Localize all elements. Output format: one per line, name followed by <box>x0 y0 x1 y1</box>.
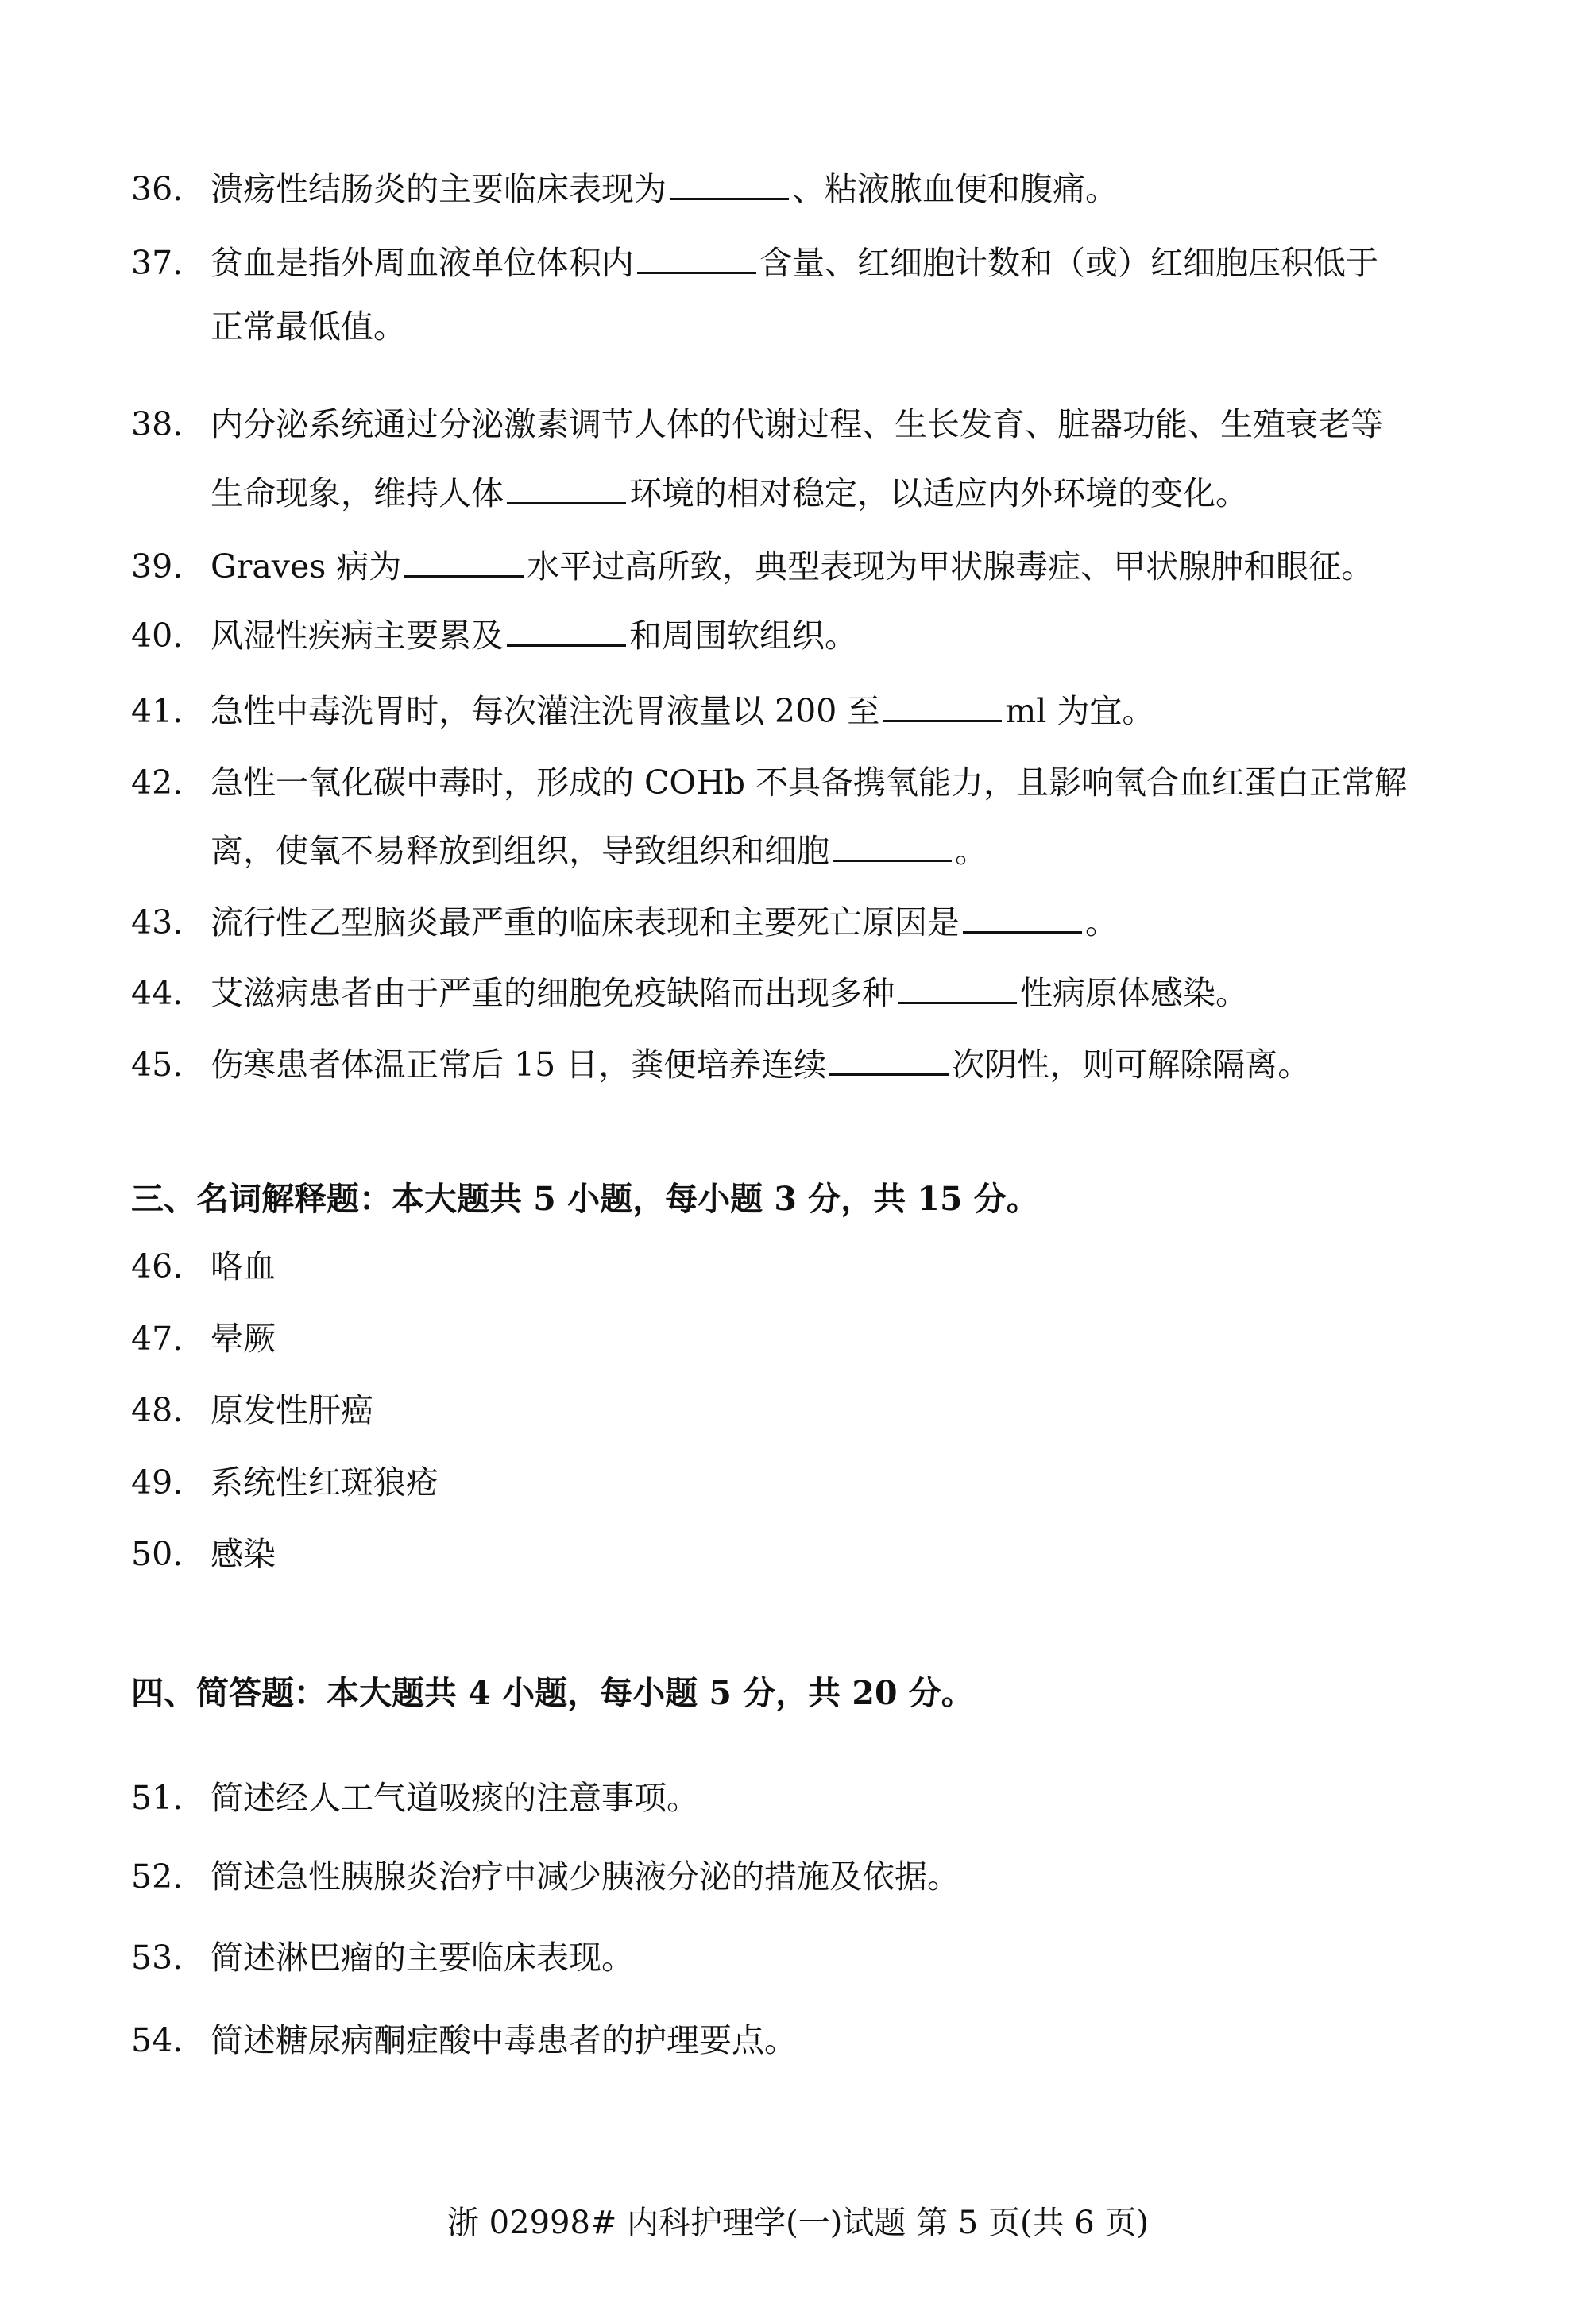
question-text: 。 <box>1085 903 1118 941</box>
answer-blank <box>833 856 952 862</box>
question-text: 艾滋病患者由于严重的细胞免疫缺陷而出现多种 <box>211 974 895 1012</box>
section-heading-3: 三、名词解释题：本大题共 5 小题，每小题 3 分，共 15 分。 <box>131 1180 1039 1218</box>
question-number: 37. <box>131 244 184 282</box>
question-text: 晕厥 <box>211 1320 276 1358</box>
question-38-continued <box>211 471 1577 516</box>
question-text: Graves 病为 <box>211 547 402 586</box>
question-53 <box>131 1935 1497 1980</box>
question-43 <box>131 900 1497 945</box>
question-41 <box>131 689 1497 733</box>
answer-blank <box>507 641 626 647</box>
answer-blank <box>829 1070 949 1076</box>
question-text: 咯血 <box>211 1247 276 1285</box>
question-54 <box>131 2018 1497 2062</box>
question-text: 原发性肝癌 <box>211 1391 373 1429</box>
question-46 <box>131 1244 1497 1289</box>
question-number: 42. <box>131 763 184 802</box>
question-number: 52. <box>131 1858 184 1896</box>
question-text: 系统性红斑狼疮 <box>211 1463 439 1502</box>
question-text: 简述急性胰腺炎治疗中减少胰液分泌的措施及依据。 <box>211 1858 960 1896</box>
answer-blank <box>404 572 524 578</box>
question-text: 简述经人工气道吸痰的注意事项。 <box>211 1779 699 1817</box>
question-text: 含量、红细胞计数和（或）红细胞压积低于 <box>759 244 1378 282</box>
question-number: 44. <box>131 974 184 1012</box>
question-text: 贫血是指外周血液单位体积内 <box>211 244 634 282</box>
question-text: 次阴性，则可解除隔离。 <box>952 1046 1311 1084</box>
question-number: 43. <box>131 903 184 941</box>
section-heading-4: 四、简答题：本大题共 4 小题，每小题 5 分，共 20 分。 <box>131 1674 974 1712</box>
question-number: 51. <box>131 1779 184 1817</box>
question-text: 、粘液脓血便和腹痛。 <box>792 170 1118 208</box>
question-37-continued <box>211 304 1577 349</box>
question-text: 水平过高所致，典型表现为甲状腺毒症、甲状腺肿和眼征。 <box>527 547 1374 586</box>
question-text: 简述淋巴瘤的主要临床表现。 <box>211 1939 634 1977</box>
question-52 <box>131 1854 1497 1899</box>
answer-blank <box>637 269 756 274</box>
question-42-continued <box>211 829 1577 873</box>
question-text: 生命现象，维持人体 <box>211 474 504 512</box>
question-number: 54. <box>131 2021 184 2059</box>
question-text: 性病原体感染。 <box>1020 974 1248 1012</box>
question-49 <box>131 1460 1497 1505</box>
question-50 <box>131 1532 1497 1576</box>
question-42 <box>131 760 1497 805</box>
question-45 <box>131 1042 1497 1087</box>
question-number: 38. <box>131 405 184 443</box>
question-text: 急性中毒洗胃时，每次灌注洗胃液量以 200 至 <box>211 692 880 730</box>
question-text: 内分泌系统通过分泌激素调节人体的代谢过程、生长发育、脏器功能、生殖衰老等 <box>211 405 1383 443</box>
question-text: 离，使氧不易释放到组织，导致组织和细胞 <box>211 832 829 870</box>
question-number: 50. <box>131 1535 184 1573</box>
answer-blank <box>507 499 626 504</box>
question-47 <box>131 1316 1497 1361</box>
question-number: 36. <box>131 170 184 208</box>
question-text: 急性一氧化碳中毒时，形成的 COHb 不具备携氧能力，且影响氧合血红蛋白正常解 <box>211 763 1408 802</box>
question-38 <box>131 402 1497 446</box>
question-40 <box>131 613 1497 658</box>
question-number: 48. <box>131 1391 184 1429</box>
answer-blank <box>883 717 1002 722</box>
question-37 <box>131 241 1497 285</box>
question-number: 46. <box>131 1247 184 1285</box>
question-36 <box>131 167 1497 211</box>
question-text: 。 <box>955 832 987 870</box>
answer-blank <box>963 928 1082 934</box>
question-text: 溃疡性结肠炎的主要临床表现为 <box>211 170 667 208</box>
question-number: 41. <box>131 692 184 730</box>
question-text: 环境的相对稳定，以适应内外环境的变化。 <box>629 474 1248 512</box>
question-39 <box>131 544 1497 589</box>
answer-blank <box>898 999 1017 1004</box>
question-text: 风湿性疾病主要累及 <box>211 617 504 655</box>
question-51 <box>131 1776 1497 1820</box>
question-number: 53. <box>131 1939 184 1977</box>
question-text: 流行性乙型脑炎最严重的临床表现和主要死亡原因是 <box>211 903 960 941</box>
question-number: 39. <box>131 547 184 586</box>
question-number: 47. <box>131 1320 184 1358</box>
question-text: 和周围软组织。 <box>629 617 857 655</box>
question-number: 45. <box>131 1046 184 1084</box>
question-text: 正常最低值。 <box>211 307 406 346</box>
question-text: 感染 <box>211 1535 276 1573</box>
question-44 <box>131 971 1497 1015</box>
answer-blank <box>670 195 789 200</box>
question-text: ml 为宜。 <box>1005 692 1155 730</box>
question-text: 伤寒患者体温正常后 15 日，粪便培养连续 <box>211 1046 827 1084</box>
page-footer: 浙 02998# 内科护理学(一)试题 第 5 页(共 6 页) <box>446 2205 1150 2241</box>
question-number: 49. <box>131 1463 184 1502</box>
question-number: 40. <box>131 617 184 655</box>
question-48 <box>131 1388 1497 1432</box>
question-text: 简述糖尿病酮症酸中毒患者的护理要点。 <box>211 2021 797 2059</box>
